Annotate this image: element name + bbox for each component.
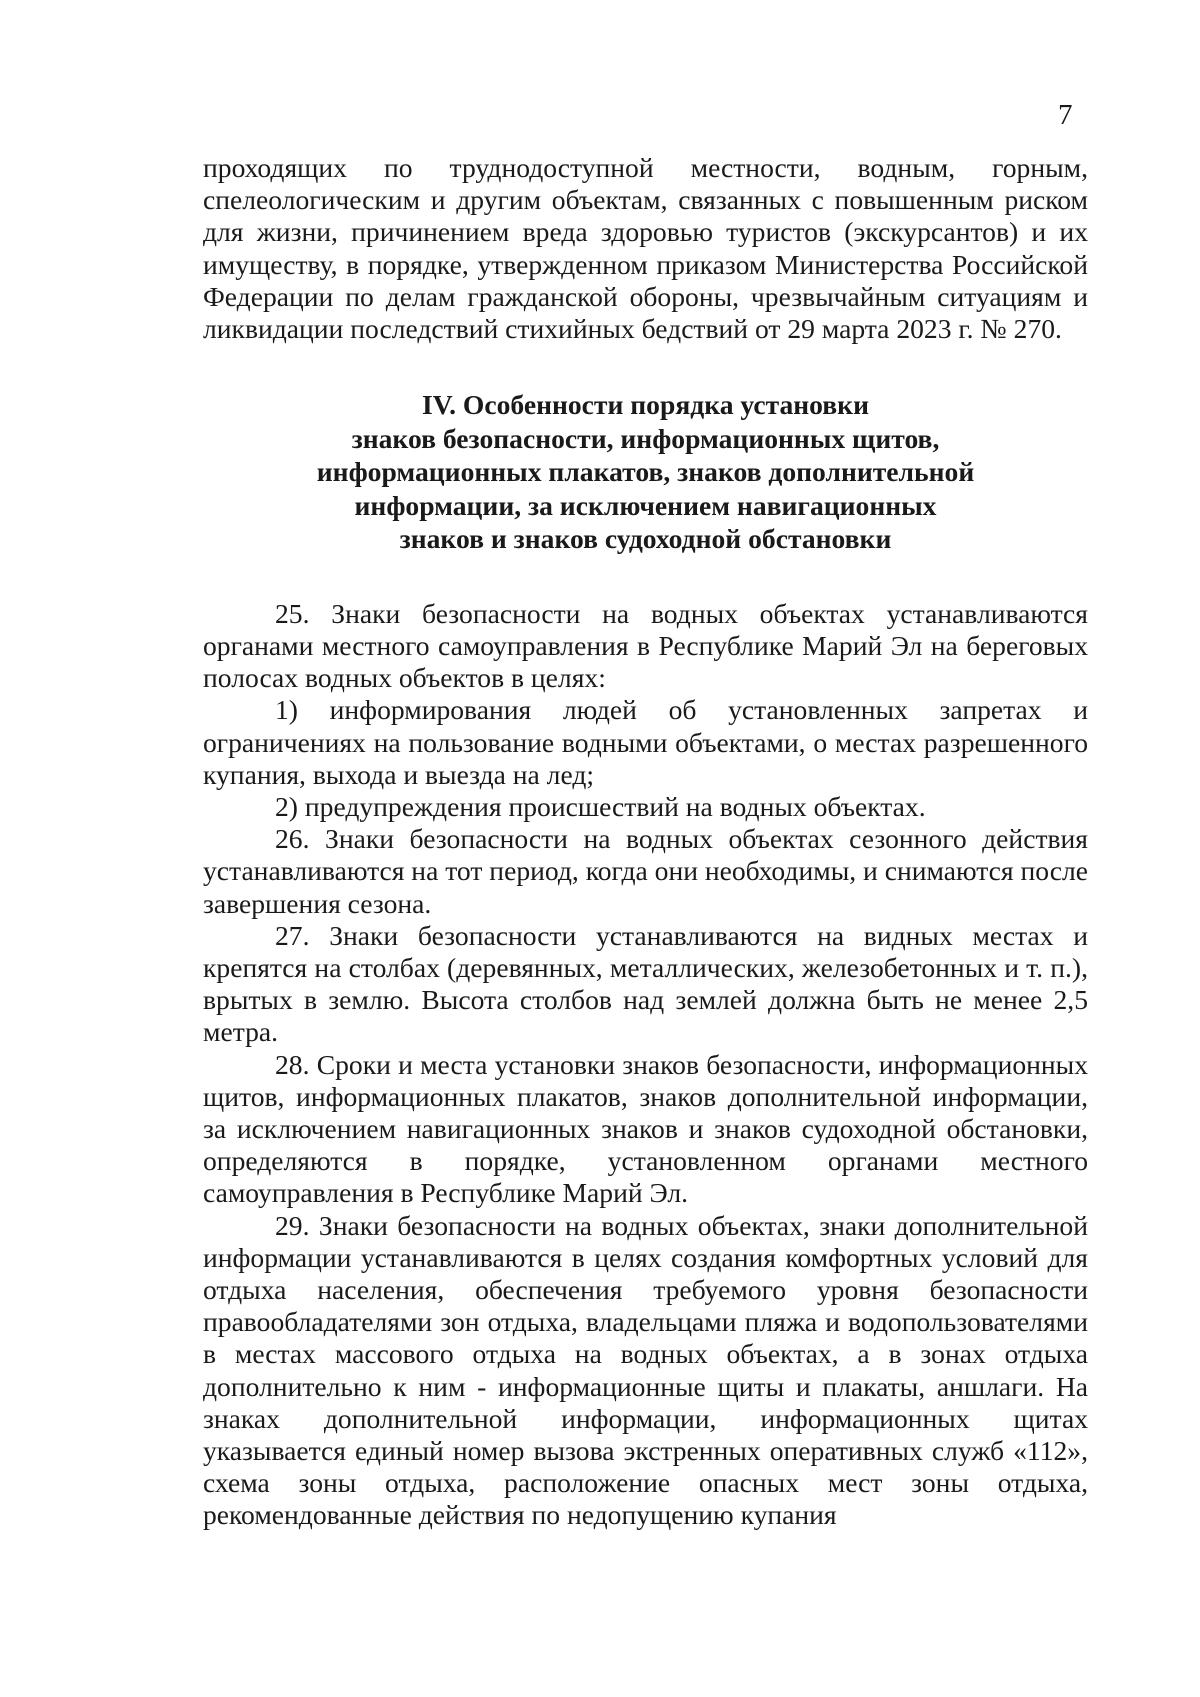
section-heading-line: знаков безопасности, информационных щитов, [351,422,940,454]
section-heading-line: знаков и знаков судоходной обстановки [399,523,892,555]
document-body [203,152,1088,1532]
clause-25-item-1: 1) информирования людей об установленных запретах и ограничениях на пользование водными объектами, о местах разрешенного купания, выхода и выезда на лед; [203,694,1088,790]
clause-25-item-2: 2) предупреждения происшествий на водных объектах. [275,790,926,822]
section-heading-line: информационных плакатов, знаков дополнительной [316,456,975,488]
section-heading-line: IV. Особенности порядка установки [422,389,869,421]
section-heading-line: информации, за исключением навигационных [354,489,937,521]
page-number: 7 [1058,99,1073,131]
clause-26: 26. Знаки безопасности на водных объектах сезонного действия устанавливаются на тот период, когда они необходимы, и снимаются после завершения сезона. [203,823,1088,919]
clause-25: 25. Знаки безопасности на водных объектах устанавливаются органами местного самоуправления в Республике Марий Эл на береговых полосах водных объектов в целях: [203,597,1088,694]
clause-27: 27. Знаки безопасности устанавливаются на видных местах и крепятся на столбах (деревянных, металлических, железобетонных и т. п.), врытых в землю. Высота столбов над землей должна быть не менее 2,5 метра. [203,919,1088,1048]
clause-28: 28. Сроки и места установки знаков безопасности, информационных щитов, информационных плакатов, знаков дополнительной информации, за исключением навигационных знаков и знаков судоходной обстановки, определяются в порядке, установленном органами местного самоуправления в Республике Марий Эл. [203,1048,1088,1209]
clause-29: 29. Знаки безопасности на водных объектах, знаки дополнительной информации устанавливаются в целях создания комфортных условий для отдыха населения, обеспечения требуемого уровня безопасности правообладателями зон отдыха, владельцами пляжа и водопользователями в местах массового отдыха на водных объектах, а в зонах отдыха дополнительно к ним - информационные щиты и плакаты, аншлаги. На знаках дополнительной информации, информационных щитах указывается единый номер вызова экстренных оперативных служб «112», схема зоны отдыха, расположение опасных мест зоны отдыха, рекомендованные действия по недопущению купания [203,1209,1088,1531]
intro-paragraph: проходящих по труднодоступной местности, водным, горным, спелеологическим и другим объектам, связанных с повышенным риском для жизни, причинением вреда здоровью туристов (экскурсантов) и их имуществу, в порядке, утвержденном приказом Министерства Российской Федерации по делам гражданской обороны, чрезвычайным ситуациям и ликвидации последствий стихийных бедствий от 29 марта 2023 г. № 270. [203,152,1088,345]
section-heading [203,388,1088,556]
